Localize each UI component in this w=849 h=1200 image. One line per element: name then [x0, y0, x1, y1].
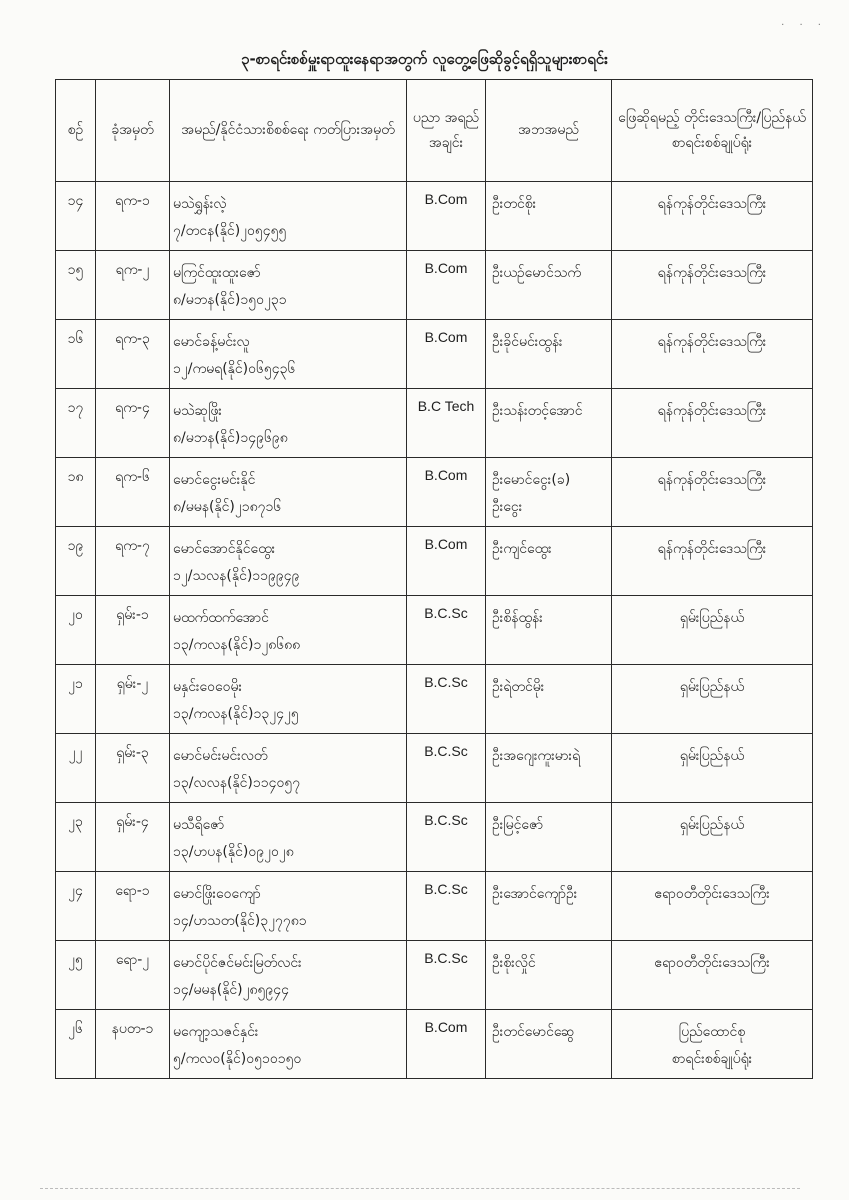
serial-cell	[56, 596, 96, 665]
bottom-scan-line	[40, 1188, 800, 1189]
document-title: ၃-စာရင်းစစ်မှူးရာထူးနေရာအတွက် လူတွေ့ဖြေဆိုခွင့်ရရှိသူများစာရင်း	[241, 50, 608, 68]
roll-cell	[96, 320, 170, 389]
office-cell	[612, 320, 813, 389]
office-cell	[612, 596, 813, 665]
roll-number: ရက-၂	[115, 262, 150, 278]
roll-cell	[96, 1010, 170, 1079]
nrc-number: ၁၄/မမန(နိုင်)၂၈၅၉၄၄	[173, 982, 290, 998]
serial-number: ၂၂	[68, 745, 83, 761]
roll-cell	[96, 251, 170, 320]
header-father-name: အဘအမည်	[486, 80, 612, 182]
roll-cell	[96, 941, 170, 1010]
roll-cell	[96, 182, 170, 251]
degree-cell	[407, 596, 486, 665]
table-row	[56, 389, 813, 458]
roll-number: ရော-၂	[115, 952, 150, 968]
name-cell	[170, 389, 407, 458]
roll-cell	[96, 527, 170, 596]
degree: B.C.Sc	[424, 674, 468, 690]
candidate-name: မသဲရွှန်းလဲ့	[173, 196, 227, 212]
name-cell	[170, 872, 407, 941]
table-row	[56, 320, 813, 389]
nrc-number: ၁၂/ကမရ(နိုင်)၀၆၅၄၃၆	[173, 361, 296, 377]
name-cell	[170, 596, 407, 665]
father-name: ဦးအောင်ကျော်ဦး	[492, 886, 578, 902]
father-name: ဦးသန်းတင့်အောင်	[492, 403, 583, 419]
header-roll-number: ခုံအမှတ်	[96, 80, 170, 182]
father-cell	[486, 1010, 612, 1079]
table-row	[56, 734, 813, 803]
exam-office: ရန်ကုန်တိုင်းဒေသကြီး	[657, 541, 767, 557]
serial-number: ၂၅	[68, 952, 83, 968]
father-cell	[486, 320, 612, 389]
table-row	[56, 182, 813, 251]
degree-cell	[407, 458, 486, 527]
roll-number: ရက-၇	[115, 538, 150, 554]
degree-cell	[407, 1010, 486, 1079]
roll-number: ရော-၁	[115, 883, 150, 899]
degree: B.Com	[424, 191, 468, 207]
office-cell	[612, 665, 813, 734]
exam-office: ရန်ကုန်တိုင်းဒေသကြီး	[657, 265, 767, 281]
candidate-name: မောင်ခန့်မင်းလူ	[173, 334, 250, 350]
serial-number: ၁၈	[67, 469, 84, 485]
father-name: ဦးအဂျေးကူးမားရဲ	[492, 748, 581, 764]
candidate-name: မောင်ပိုင်ဇင်မင်းမြတ်လင်း	[173, 955, 302, 971]
exam-office: ရန်ကုန်တိုင်းဒေသကြီး	[657, 472, 767, 488]
serial-cell	[56, 1010, 96, 1079]
father-name: ဦးယဉ်မောင်သက်	[492, 265, 582, 281]
degree: B.C.Sc	[424, 743, 468, 759]
degree: B.C.Sc	[424, 605, 468, 621]
roll-number: ရက-၃	[115, 331, 150, 347]
nrc-number: ၇/တငန(နိုင်)၂၀၅၄၅၅	[173, 223, 287, 239]
office-cell	[612, 527, 813, 596]
serial-number: ၂၃	[68, 814, 83, 830]
table-row	[56, 527, 813, 596]
father-cell	[486, 182, 612, 251]
name-cell	[170, 803, 407, 872]
serial-number: ၁၇	[67, 400, 84, 416]
exam-office: ရှမ်းပြည်နယ်	[679, 748, 745, 764]
serial-cell	[56, 803, 96, 872]
serial-cell	[56, 527, 96, 596]
exam-office: ဧရာဝတီတိုင်းဒေသကြီး	[654, 886, 770, 902]
name-cell	[170, 1010, 407, 1079]
father-name: ဦးခိုင်မင်းထွန်း	[492, 334, 563, 350]
serial-number: ၂၄	[68, 883, 83, 899]
exam-office: ရန်ကုန်တိုင်းဒေသကြီး	[657, 196, 767, 212]
nrc-number: ၁၄/ဟသတ(နိုင်)၃၂၇၇၈၁	[173, 913, 307, 929]
table-row	[56, 803, 813, 872]
serial-cell	[56, 182, 96, 251]
header-exam-office: ဖြေဆိုရမည့် တိုင်းဒေသကြီး/ပြည်နယ် စာရင်းစစ်ချုပ်ရုံး	[612, 80, 813, 182]
father-cell	[486, 527, 612, 596]
nrc-number: ၈/မဘန(နိုင်)၁၅၀၂၃၁	[173, 292, 287, 308]
serial-cell	[56, 458, 96, 527]
name-cell	[170, 251, 407, 320]
degree-cell	[407, 941, 486, 1010]
office-cell	[612, 182, 813, 251]
degree: B.C.Sc	[424, 812, 468, 828]
serial-number: ၂၀	[68, 607, 83, 623]
nrc-number: ၈/မမန(နိုင်)၂၁၈၇၁၆	[173, 499, 282, 515]
father-name: ဦးမြင့်ဇော်	[492, 817, 544, 833]
degree-cell	[407, 389, 486, 458]
father-name: ဦးတင်စိုး	[492, 196, 537, 212]
office-cell	[612, 1010, 813, 1079]
roll-number: ရက-၆	[115, 469, 150, 485]
name-cell	[170, 665, 407, 734]
candidate-name: မောင်မင်းမင်းလတ်	[173, 748, 268, 764]
table-row	[56, 251, 813, 320]
father-cell	[486, 596, 612, 665]
serial-number: ၁၉	[67, 538, 84, 554]
exam-office: ရန်ကုန်တိုင်းဒေသကြီး	[657, 403, 767, 419]
roll-cell	[96, 665, 170, 734]
roll-cell	[96, 458, 170, 527]
header-row	[56, 80, 813, 182]
roll-cell	[96, 389, 170, 458]
roll-number: ရှမ်း-၃	[116, 745, 149, 761]
father-cell	[486, 665, 612, 734]
degree: B.C.Sc	[424, 950, 468, 966]
roll-cell	[96, 596, 170, 665]
candidate-name: မကြင်ထူးထူးဇော်	[173, 265, 261, 281]
roll-number: နပတ-၁	[111, 1021, 154, 1037]
office-cell	[612, 941, 813, 1010]
candidate-name: မကျော့သဇင်နှင်း	[173, 1024, 259, 1040]
father-cell	[486, 803, 612, 872]
name-cell	[170, 941, 407, 1010]
degree-cell	[407, 803, 486, 872]
serial-number: ၁၅	[67, 262, 84, 278]
office-cell	[612, 251, 813, 320]
name-cell	[170, 527, 407, 596]
table-row	[56, 872, 813, 941]
degree-cell	[407, 251, 486, 320]
degree-cell	[407, 320, 486, 389]
serial-cell	[56, 872, 96, 941]
name-cell	[170, 458, 407, 527]
candidate-name: မောင်ငွေးမင်းနိုင်	[173, 472, 256, 488]
office-cell	[612, 803, 813, 872]
office-cell	[612, 389, 813, 458]
roll-number: ရက-၄	[115, 400, 150, 416]
exam-office-line2: စာရင်းစစ်ချုပ်ရုံး	[671, 1051, 753, 1067]
roll-number: ရှမ်း-၂	[116, 676, 149, 692]
degree: B.C Tech	[417, 398, 475, 414]
nrc-number: ၁၃/လလန(နိုင်)၁၁၄၀၅၇	[173, 775, 301, 791]
header-education: ပညာ အရည် အချင်း	[407, 80, 486, 182]
father-name: ဦးစိန်ထွန်း	[492, 610, 543, 626]
candidate-name: မနှင်းဝေဝေမိုး	[173, 679, 243, 695]
father-name: ဦးကျင်ထွေး	[492, 541, 552, 557]
name-cell	[170, 320, 407, 389]
roll-number: ရှမ်း-၄	[116, 814, 149, 830]
roll-number: ရှမ်း-၁	[116, 607, 149, 623]
degree-cell	[407, 734, 486, 803]
exam-office: ရှမ်းပြည်နယ်	[679, 679, 745, 695]
serial-cell	[56, 734, 96, 803]
roll-cell	[96, 803, 170, 872]
degree: B.Com	[424, 536, 468, 552]
name-cell	[170, 182, 407, 251]
exam-office: ဧရာဝတီတိုင်းဒေသကြီး	[654, 955, 770, 971]
serial-cell	[56, 320, 96, 389]
father-cell	[486, 734, 612, 803]
exam-office: ရှမ်းပြည်နယ်	[679, 817, 745, 833]
candidate-name: မောင်အောင်နိုင်ထွေး	[173, 541, 276, 557]
father-cell	[486, 941, 612, 1010]
serial-cell	[56, 665, 96, 734]
table-row	[56, 941, 813, 1010]
father-name-alias: ဦးငွေး	[492, 499, 523, 515]
serial-number: ၁၄	[67, 193, 84, 209]
roll-cell	[96, 872, 170, 941]
father-cell	[486, 389, 612, 458]
header-name-nrc: အမည်/နိုင်ငံသားစိစစ်ရေး ကတ်ပြားအမှတ်	[170, 80, 407, 182]
nrc-number: ၁၂/သလန(နိုင်)၁၁၉၉၄၉	[173, 568, 300, 584]
roll-number: ရက-၁	[115, 193, 150, 209]
nrc-number: ၁၃/ကလန(နိုင်)၁၂၈၆၈၈	[173, 637, 301, 653]
degree: B.Com	[424, 1019, 468, 1035]
father-name: ဦးတင်မောင်ဆွေ	[492, 1024, 575, 1040]
nrc-number: ၁၃/ဟပန(နိုင်)၀၉၂၀၂၈	[173, 844, 294, 860]
exam-office: ရှမ်းပြည်နယ်	[679, 610, 745, 626]
office-cell	[612, 458, 813, 527]
exam-office: ရန်ကုန်တိုင်းဒေသကြီး	[657, 334, 767, 350]
serial-cell	[56, 941, 96, 1010]
father-cell	[486, 872, 612, 941]
nrc-number: ၈/မဘန(နိုင်)၁၄၉၆၉၈	[173, 430, 288, 446]
candidate-name: မသဲဆုဖြိုး	[173, 403, 222, 419]
father-name: ဦးစိုးလှိုင်	[492, 955, 536, 971]
exam-office: ပြည်ထောင်စု	[678, 1024, 746, 1040]
scan-speckle: · · ·	[781, 20, 827, 31]
degree-cell	[407, 665, 486, 734]
candidate-name: မောင်ဖြိုးဝေကျော်	[173, 886, 261, 902]
office-cell	[612, 734, 813, 803]
candidate-table	[55, 79, 813, 1079]
degree: B.Com	[424, 467, 468, 483]
candidate-name: မထက်ထက်အောင်	[173, 610, 269, 626]
father-cell	[486, 251, 612, 320]
header-serial: စဉ်	[56, 80, 96, 182]
candidate-name: မသီရိဇော်	[173, 817, 225, 833]
degree-cell	[407, 527, 486, 596]
degree: B.Com	[424, 260, 468, 276]
degree-cell	[407, 872, 486, 941]
serial-number: ၂၁	[68, 676, 83, 692]
serial-number: ၂၆	[68, 1021, 83, 1037]
father-name: ဦးမောင်ငွေး(ခ)	[492, 472, 571, 488]
name-cell	[170, 734, 407, 803]
table-row	[56, 665, 813, 734]
serial-cell	[56, 251, 96, 320]
degree: B.Com	[424, 329, 468, 345]
nrc-number: ၅/ကလဝ(နိုင်)၀၅၁၀၁၅၀	[173, 1051, 302, 1067]
degree: B.C.Sc	[424, 881, 468, 897]
degree-cell	[407, 182, 486, 251]
serial-number: ၁၆	[67, 331, 84, 347]
father-cell	[486, 458, 612, 527]
roll-cell	[96, 734, 170, 803]
table-row	[56, 1010, 813, 1079]
table-row	[56, 458, 813, 527]
table-row	[56, 596, 813, 665]
nrc-number: ၁၃/ကလန(နိုင်)၁၃၂၄၂၅	[173, 706, 299, 722]
office-cell	[612, 872, 813, 941]
serial-cell	[56, 389, 96, 458]
father-name: ဦးရဲတင်မိုး	[492, 679, 545, 695]
